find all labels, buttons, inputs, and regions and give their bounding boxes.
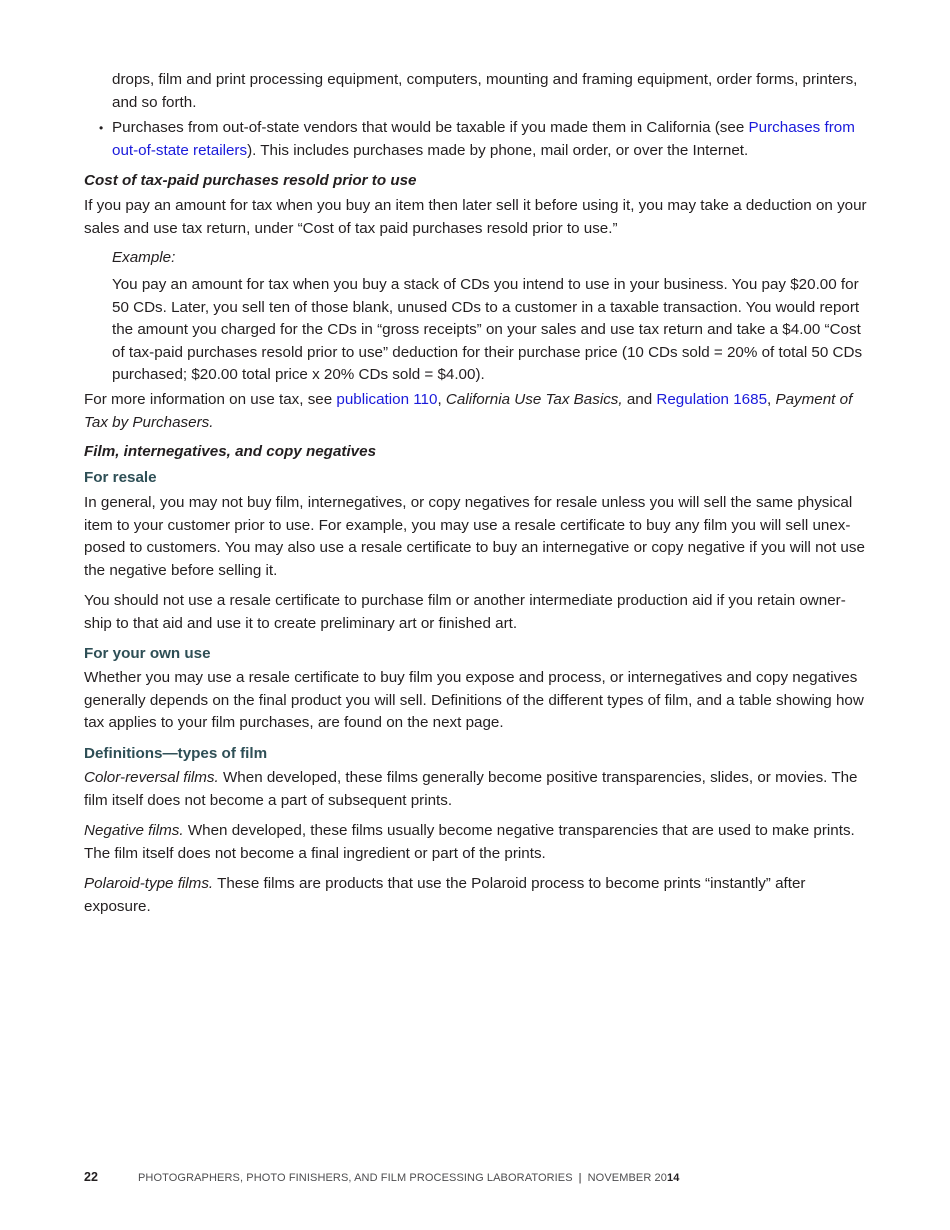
polaroid-film-term: Polaroid-type films. xyxy=(84,875,214,892)
bullet-marker: • xyxy=(99,121,104,135)
publication-110-link[interactable]: publication 110 xyxy=(336,391,438,408)
regulation-1685-link[interactable]: Regulation 1685 xyxy=(656,391,768,408)
definitions-heading: Definitions—types of film xyxy=(84,745,268,762)
for-resale-paragraph-1: In general, you may not buy film, internegatives, or copy negatives for resale unless you will sell the same physical item to your customer prior to use. For example, you may use a resale certificate to buy any film you will sell unex-posed to customers. You may also use a resale certificate to buy an internegative or copy negative if you will not use the negative before selling it. xyxy=(84,494,865,579)
footer-title: PHOTOGRAPHERS, PHOTO FINISHERS, AND FILM PROCESSING LABORATORIES xyxy=(138,1172,573,1184)
more-info-and: and xyxy=(622,391,657,408)
footer-date xyxy=(588,1172,680,1184)
negative-film-text: When developed, these films usually become negative transparencies that are used to make prints. The film itself does not become a final ingredient or part of the prints. xyxy=(84,822,855,862)
example-body: You pay an amount for tax when you buy a stack of CDs you intend to use in your business. You pay $20.00 for 50 CDs. Later, you sell ten of those blank, unused CDs to a customer in a taxable transaction. You would report the amount you charged for the CDs in “gross receipts” on your sales and use tax return and take a $4.00 “Cost of tax-paid purchases resold prior to use” deduction for their purchase price (10 CDs sold = 20% of total 50 CDs purchased; $20.00 total price x 20% CDs sold = $4.00). xyxy=(112,276,863,383)
page-footer xyxy=(84,1170,679,1184)
color-reversal-definition xyxy=(84,767,868,812)
footer-date-bold: 14 xyxy=(667,1172,680,1184)
bullet-text-after: ). This includes purchases made by phone, mail order, or over the Internet. xyxy=(247,141,749,159)
more-info-paragraph xyxy=(84,389,868,434)
cost-tax-paid-body: If you pay an amount for tax when you buy an item then later sell it before using it, you may take a deduction on your sales and use tax return, under “Cost of tax paid purchases resold prior to use.” xyxy=(84,197,867,237)
top-continuation-text: drops, film and print processing equipment, computers, mounting and framing equipment, order forms, printers, and so forth. xyxy=(112,71,858,111)
example-label xyxy=(112,247,868,270)
more-info-text-before: For more information on use tax, see xyxy=(84,391,337,408)
for-resale-heading: For resale xyxy=(84,469,157,486)
for-resale-paragraph-2: You should not use a resale certificate to purchase film or another intermediate production aid if you retain owner-ship to that aid and use it to create preliminary art or finished art. xyxy=(84,592,846,632)
regulation-1685-title: Payment of Tax by Purchasers. xyxy=(84,391,853,431)
own-use-paragraph: Whether you may use a resale certificate to buy film you expose and process, or internegatives and copy negatives generally depends on the final product you will sell. Definitions of the different types of film, and a table showing how tax applies to your film purchases, are found on the next page. xyxy=(84,669,864,731)
film-section-heading: Film, internegatives, and copy negatives xyxy=(84,443,377,460)
negative-film-term: Negative films. xyxy=(84,822,184,839)
more-info-comma-2: , xyxy=(767,391,776,408)
purchases-out-of-state-link[interactable]: Purchases from out-of-state retailers xyxy=(112,119,855,159)
publication-110-title: California Use Tax Basics, xyxy=(445,391,623,408)
example-label-text: Example: xyxy=(112,249,176,266)
cost-tax-paid-heading: Cost of tax-paid purchases resold prior to use xyxy=(84,172,417,189)
color-reversal-text: When developed, these films generally become positive transparencies, slides, or movies. The film itself does not become a part of subsequent prints. xyxy=(84,769,858,809)
page-number: 22 xyxy=(84,1170,99,1184)
own-use-heading: For your own use xyxy=(84,645,211,662)
polaroid-film-definition xyxy=(84,873,868,918)
polaroid-film-text: These films are products that use the Polaroid process to become prints “instantly” after exposure. xyxy=(84,875,806,915)
color-reversal-term: Color-reversal films. xyxy=(84,769,219,786)
negative-film-definition xyxy=(84,820,868,865)
bullet-text-before: Purchases from out-of-state vendors that would be taxable if you made them in California (see xyxy=(112,119,749,136)
more-info-comma: , xyxy=(437,391,446,408)
footer-date-prefix: NOVEMBER 20 xyxy=(587,1172,667,1184)
footer-separator: | xyxy=(578,1172,582,1184)
bullet-out-of-state xyxy=(99,117,868,162)
